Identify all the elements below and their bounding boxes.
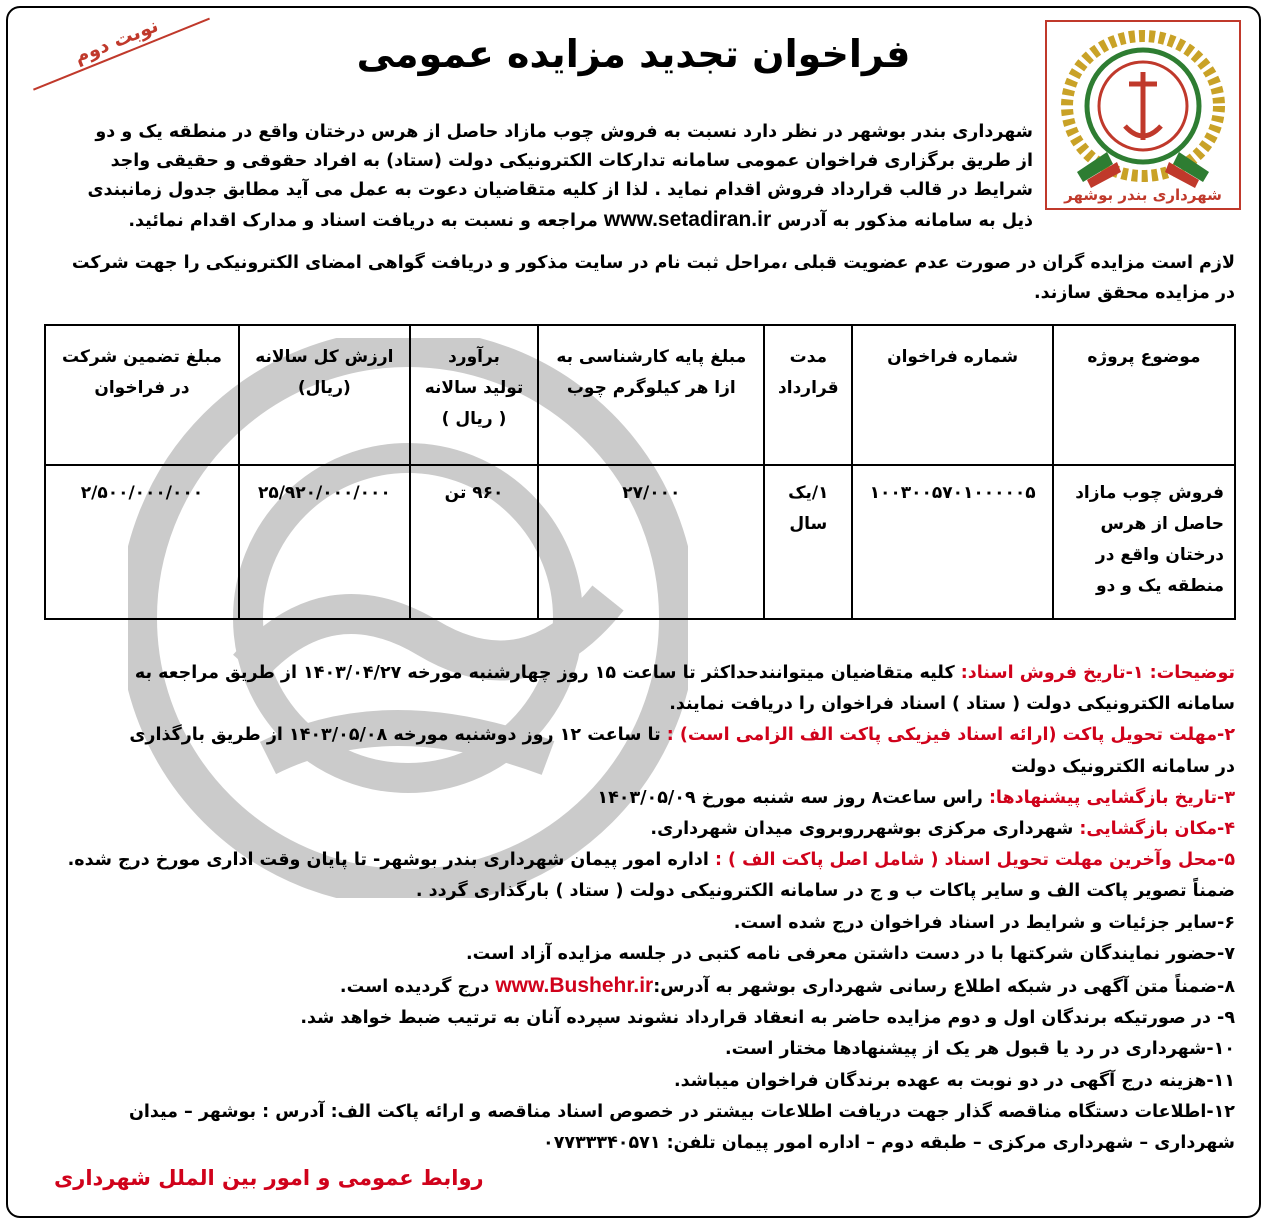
requirement-paragraph: لازم است مزایده گران در صورت عدم عضویت قبلی ،مراحل ثبت نام در سایت مذکور و دریافت گواهی امضای الکترونیکی را جهت شرکت در مزایده محقق سازند.: [71, 253, 1235, 303]
cell-guarantee: ۲/۵۰۰/۰۰۰/۰۰۰: [45, 465, 239, 619]
note-10: ۱۰-شهرداری در رد یا قبول هر یک از پیشنهادها مختار است.: [725, 1039, 1235, 1060]
logo-caption: شهرداری بندر بوشهر: [1064, 186, 1222, 204]
header-duration: مدت قرارداد: [764, 325, 852, 465]
note-12-cont: شهرداری – شهرداری مرکزی – طبقه دوم – اداره امور پیمان تلفن: ۰۷۷۳۳۳۴۰۵۷۱: [543, 1133, 1235, 1154]
page-title: فراخوان تجدید مزایده عمومی: [356, 32, 911, 76]
note-3: ۳-تاریخ بازگشایی پیشنهادها: راس ساعت۸ روز سه شنبه مورخ ۱۴۰۳/۰۵/۰۹: [597, 787, 1235, 808]
note-5: ۵-محل وآخرین مهلت تحویل اسناد ( شامل اصل پاکت الف ) : اداره امور پیمان شهرداری بندر بوشهر- تا پایان وقت اداری مورخ درج شده.: [67, 850, 1235, 871]
municipality-logo: [1045, 20, 1241, 210]
note-9: ۹- در صورتیکه برندگان اول و دوم مزایده حاضر به انعقاد قرارداد نشوند سپرده آنان به ترتیب ضبط خواهد شد.: [300, 1008, 1235, 1029]
cell-total-value: ۲۵/۹۲۰/۰۰۰/۰۰۰: [239, 465, 410, 619]
note-4: ۴-مکان بازگشایی: شهرداری مرکزی بوشهرروبروی میدان شهرداری.: [650, 819, 1235, 840]
advertisement-frame: [6, 6, 1261, 1218]
note-8: ۸-ضمناً متن آگهی در شبکه اطلاع رسانی شهرداری بوشهر به آدرس:www.Bushehr.ir درج گردیده است.: [339, 974, 1235, 998]
header-subject: موضوع پروژه: [1053, 325, 1235, 465]
setadiran-link[interactable]: www.setadiran.ir: [603, 208, 772, 231]
note-2: ۲-مهلت تحویل پاکت (ارائه اسناد فیزیکی پاکت الف الزامی است) : تا ساعت ۱۲ روز دوشنبه مورخه ۱۴۰۳/۰۵/۰۸ از طریق بارگذاری: [129, 725, 1235, 746]
bushehr-link[interactable]: www.Bushehr.ir: [495, 974, 654, 998]
header-estimated-production: برآورد تولید سالانه ( ریال ): [410, 325, 539, 465]
note-5-cont: ضمناً تصویر پاکت الف و سایر پاکات ب و ج در سامانه الکترونیکی دولت ( ستاد ) بارگذاری گردد .: [415, 881, 1235, 902]
note-2-cont: در سامانه الکترونیک دولت: [1011, 756, 1235, 777]
note-1: توضیحات: ۱-تاریخ فروش اسناد: کلیه متقاضیان میتوانندحداکثر تا ساعت ۱۵ روز چهارشنبه مورخه ۱۴۰۳/۰۴/۲۷ از طریق مراجعه به: [134, 663, 1235, 683]
header-total-value: ارزش کل سالانه (ریال): [239, 325, 410, 465]
header-call-number: شماره فراخوان: [852, 325, 1052, 465]
note-11: ۱۱-هزینه درج آگهی در دو نوبت به عهده برندگان فراخوان میباشد.: [673, 1070, 1235, 1091]
table-row: [45, 465, 1235, 619]
table-header-row: [45, 325, 1235, 465]
footer-signature: روابط عمومی و امور بین الملل شهرداری: [54, 1166, 484, 1190]
notes-section: [32, 658, 1235, 1159]
note-12: ۱۲-اطلاعات دستگاه مناقصه گذار جهت دریافت اطلاعات بیشتر در خصوص اسناد مناقصه و ارائه پاکت الف: آدرس : بوشهر – میدان: [128, 1101, 1235, 1122]
cell-duration: ۱/یک سال: [764, 465, 852, 619]
intro-line: شرایط در قالب قرارداد فروش اقدام نماید . لذا از کلیه متقاضیان دعوت به عمل می آید مطابق جدول زمانبندی: [87, 180, 1033, 200]
intro-line: از طریق برگزاری فراخوان عمومی سامانه تدارکات الکترونیکی دولت (ستاد) به افراد حقوقی و حقیقی واجد: [110, 151, 1033, 171]
cell-base-price: ۲۷/۰۰۰: [538, 465, 764, 619]
note-6: ۶-سایر جزئیات و شرایط در اسناد فراخوان درج شده است.: [733, 912, 1235, 933]
notes-label: توضیحات:: [1149, 663, 1235, 683]
note-7: ۷-حضور نمایندگان شرکتها با در دست داشتن معرفی نامه کتبی در جلسه مزایده آزاد است.: [466, 943, 1235, 964]
note-1-cont: سامانه الکترونیکی دولت ( ستاد ) اسناد فراخوان را دریافت نمایند.: [669, 694, 1235, 715]
round-stamp: [24, 6, 210, 91]
cell-call-number: ۱۰۰۳۰۰۵۷۰۱۰۰۰۰۰۵: [852, 465, 1052, 619]
intro-paragraph: [22, 118, 1033, 236]
intro-line: شهرداری بندر بوشهر در نظر دارد نسبت به فروش چوب مازاد حاصل از هرس درختان واقع در منطقه یک و دو: [95, 122, 1033, 142]
cell-subject: فروش چوب مازاد حاصل از هرس درختان واقع در منطقه یک و دو: [1053, 465, 1235, 619]
auction-table: [44, 324, 1236, 620]
intro-line: ذیل به سامانه مذکور به آدرس www.setadiran.ir مراجعه و نسبت به دریافت اسناد و مدارک اقدام نمائید.: [128, 208, 1033, 231]
round-label: نوبت دوم: [71, 14, 162, 68]
cell-estimated-production: ۹۶۰ تن: [410, 465, 539, 619]
header-base-price: مبلغ پایه کارشناسی به ازا هر کیلوگرم چوب: [538, 325, 764, 465]
header-guarantee: مبلغ تضمین شرکت در فراخوان: [45, 325, 239, 465]
